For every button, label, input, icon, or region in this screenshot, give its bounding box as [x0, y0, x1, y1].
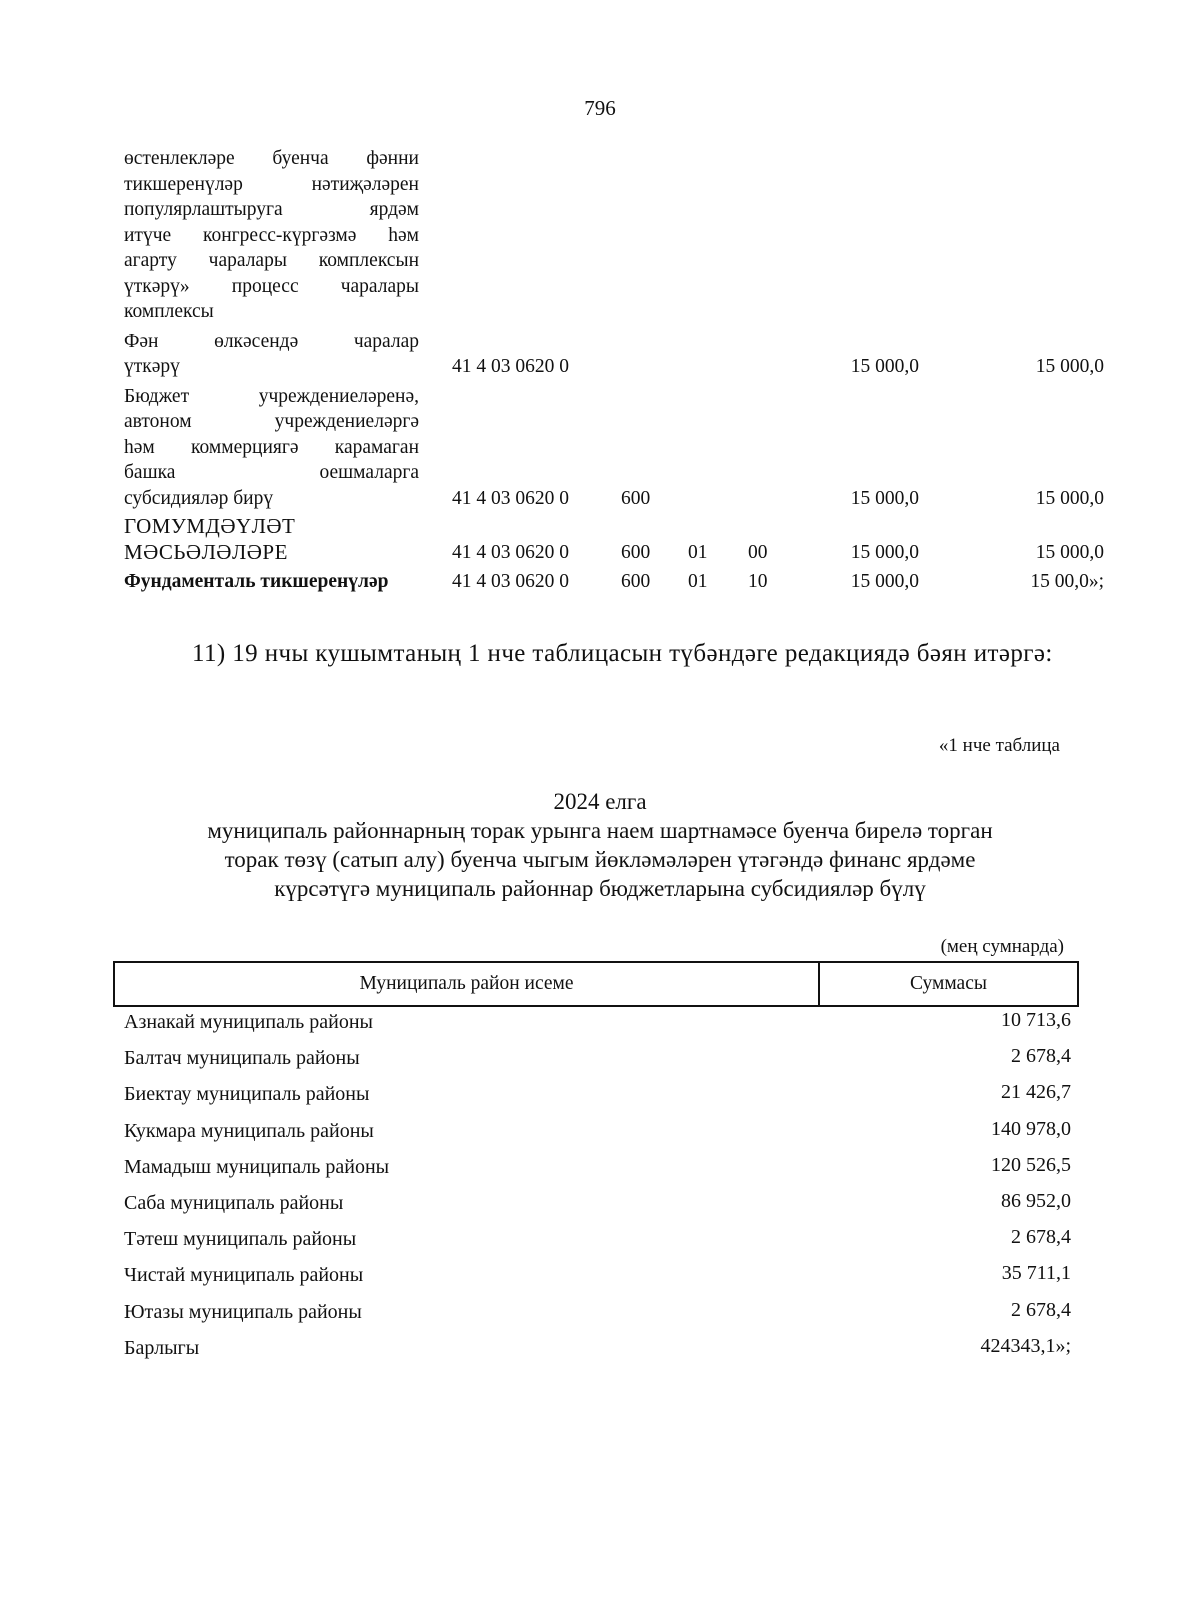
- name-line: тикшеренүләр нәтиҗәләрен: [124, 173, 419, 195]
- district-name: Кукмара муниципаль районы: [124, 1119, 374, 1142]
- budget-code: 41 4 03 0620 0: [452, 541, 569, 563]
- district-table: [124, 1009, 1079, 1371]
- name-line: Фундаменталь тикшеренүләр: [124, 571, 389, 592]
- budget-rz: 01: [688, 541, 708, 563]
- title-line: күрсәтүгә муниципаль районнар бюджетларына субсидияләр бүлү: [274, 876, 926, 901]
- header-district-name: Муниципаль район исеме: [115, 963, 820, 1005]
- district-sum: 120 526,5: [991, 1153, 1071, 1176]
- table-title: [120, 787, 1080, 903]
- district-name: Тәтеш муниципаль районы: [124, 1228, 357, 1251]
- budget-row-name: [124, 569, 419, 595]
- budget-sum-1: 15 000,0: [850, 356, 919, 377]
- table-label: «1 нче таблица: [938, 735, 1060, 756]
- units-label: (мең сумнарда): [940, 936, 1064, 957]
- budget-vr: 600: [621, 541, 651, 563]
- district-sum: 2 678,4: [1011, 1045, 1071, 1068]
- name-line: үткәрү: [124, 356, 180, 377]
- district-name: Ютазы муниципаль районы: [124, 1300, 362, 1323]
- name-line: агарту чаралары комплексын: [124, 250, 419, 271]
- budget-row: [124, 514, 1114, 565]
- budget-row: [124, 146, 1114, 325]
- budget-sum-2: 15 000,0: [1035, 487, 1104, 509]
- table-row: [124, 1118, 1079, 1154]
- name-line: ГОМУМДӘҮЛӘТ: [124, 514, 296, 538]
- name-line: һәм коммерциягә карамаган: [124, 436, 419, 458]
- table-row: [124, 1009, 1079, 1045]
- budget-pr: 10: [748, 571, 768, 592]
- table-row: [124, 1081, 1079, 1117]
- district-name: Балтач муниципаль районы: [124, 1047, 360, 1070]
- budget-pr: 00: [748, 541, 768, 563]
- total-row: [124, 1335, 1079, 1371]
- title-year: 2024 елга: [553, 789, 647, 814]
- name-line: субсидияләр бирү: [124, 487, 274, 509]
- budget-rz: 01: [688, 571, 708, 592]
- title-line: муниципаль районнарның торак урынга наем шартнамәсе буенча бирелә торган: [207, 818, 993, 843]
- budget-sum-2: 15 00,0»;: [1030, 571, 1104, 592]
- header-sum: Суммасы: [910, 973, 987, 994]
- name-line: Бюджет учреждениеләренә,: [124, 385, 419, 407]
- name-line: Фән өлкәсендә чаралар: [124, 330, 419, 352]
- budget-row-name: [124, 514, 419, 565]
- table-header: [113, 961, 1079, 1007]
- table-row: [124, 1154, 1079, 1190]
- total-sum: 424343,1»;: [980, 1334, 1071, 1357]
- name-line: автоном учреждениеләргә: [124, 411, 419, 432]
- district-name: Азнакай муниципаль районы: [124, 1011, 373, 1033]
- total-label: Барлыгы: [124, 1336, 200, 1359]
- name-line: башка оешмаларга: [124, 462, 419, 483]
- budget-code: 41 4 03 0620 0: [452, 356, 569, 377]
- name-line: популярлаштыруга ярдәм: [124, 199, 419, 220]
- name-line: үткәрү» процесс чаралары: [124, 275, 419, 297]
- page-number: 796: [584, 96, 616, 120]
- name-line: итүче конгресс-күргәзмә һәм: [124, 224, 419, 246]
- budget-row: [124, 569, 1114, 595]
- table-row: [124, 1262, 1079, 1298]
- title-line: торак төзү (сатып алу) буенча чыгым йөкләмәләрен үтәгәндә финанс ярдәме: [224, 847, 976, 872]
- table-row: [124, 1190, 1079, 1226]
- district-sum: 2 678,4: [1011, 1298, 1071, 1321]
- district-name: Биектау муниципаль районы: [124, 1083, 370, 1106]
- budget-sum-2: 15 000,0: [1035, 356, 1104, 377]
- district-sum: 2 678,4: [1011, 1226, 1071, 1249]
- budget-code: 41 4 03 0620 0: [452, 487, 569, 509]
- district-name: Саба муниципаль районы: [124, 1191, 344, 1214]
- district-sum: 21 426,7: [1001, 1081, 1071, 1104]
- district-sum: 86 952,0: [1001, 1189, 1071, 1212]
- district-sum: 10 713,6: [1001, 1009, 1071, 1031]
- budget-vr: 600: [621, 487, 651, 509]
- district-name: Мамадыш муниципаль районы: [124, 1155, 390, 1178]
- budget-sum-1: 15 000,0: [850, 487, 919, 509]
- district-name: Чистай муниципаль районы: [124, 1264, 364, 1287]
- budget-sum-2: 15 000,0: [1035, 541, 1104, 563]
- budget-row-name: [124, 384, 419, 512]
- district-sum: 35 711,1: [1001, 1262, 1071, 1285]
- budget-sum-1: 15 000,0: [850, 571, 919, 592]
- table-row: [124, 1045, 1079, 1081]
- budget-table: [124, 146, 1114, 595]
- budget-row-name: [124, 146, 419, 325]
- budget-row: [124, 329, 1114, 380]
- name-line: өстенлекләре буенча фәнни: [124, 148, 419, 169]
- name-line: комплексы: [124, 301, 214, 322]
- paragraph: 11) 19 нчы кушымтаның 1 нче таблицасын түбәндәге редакциядә бәян итәргә:: [192, 640, 1053, 667]
- budget-vr: 600: [621, 571, 651, 592]
- name-line: МӘСЬӘЛӘЛӘРЕ: [124, 539, 288, 564]
- budget-row: [124, 384, 1114, 512]
- budget-row-name: [124, 329, 419, 380]
- budget-sum-1: 15 000,0: [850, 541, 919, 563]
- table-row: [124, 1299, 1079, 1335]
- district-sum: 140 978,0: [991, 1117, 1071, 1140]
- table-row: [124, 1226, 1079, 1262]
- budget-code: 41 4 03 0620 0: [452, 571, 569, 592]
